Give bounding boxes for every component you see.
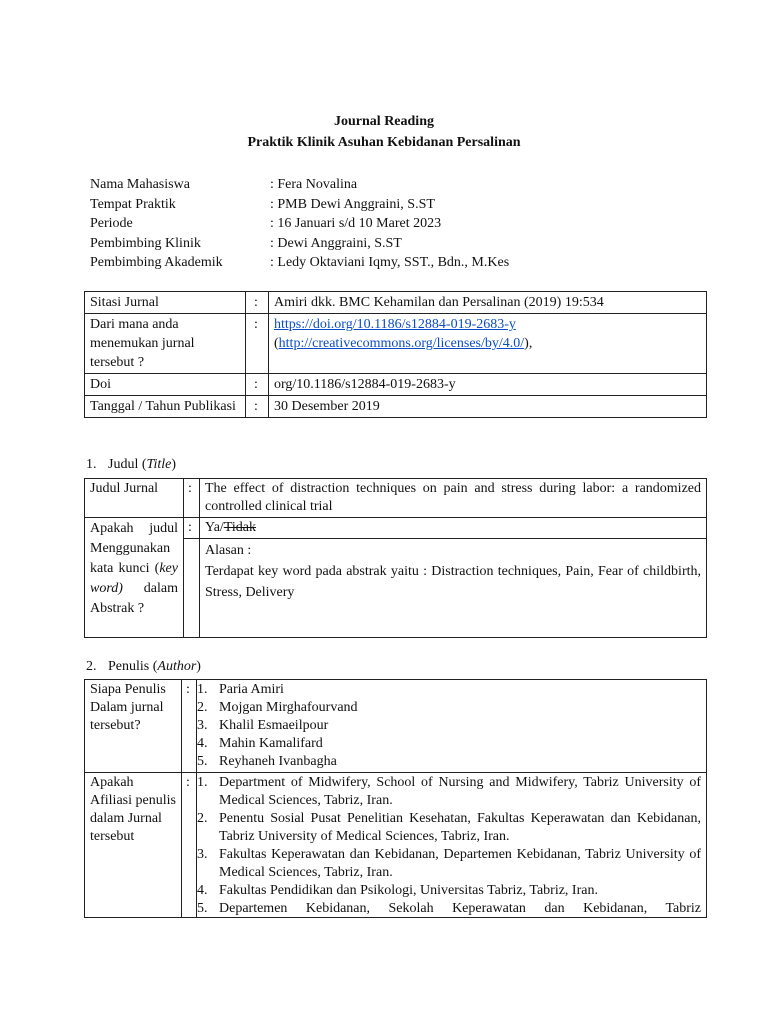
list-item: 3. Fakultas Keperawatan dan Kebidanan, Departemen Kebidanan, Tabriz University of Medical Sciences, Tabriz, Iran. [197,847,701,880]
colon: : [246,396,269,418]
document-title: Journal Reading [334,114,434,129]
table-row [85,314,707,374]
list-item: 5. Departemen Kebidanan, Sekolah Keperawatan dan Kebidanan, Tabriz [197,901,701,916]
author-table [84,679,707,918]
question-italic: key word) [90,561,178,596]
meta-value: org/10.1186/s12884-019-2683-y [269,374,707,396]
info-label: Pembimbing Akademik [90,255,223,270]
colon: : [182,773,197,918]
colon: : [246,292,269,314]
affiliation-list [197,774,701,916]
info-value: : Dewi Anggraini, S.ST [270,235,402,251]
reason-text: Terdapat key word pada abstrak yaitu : Distraction techniques, Pain, Fear of childbirth, Stress, Delivery [205,564,701,600]
list-item: 3. Khalil Esmaeilpour [197,718,329,733]
info-row-academic-supervisor [90,253,509,273]
question-text-end: dalam Abstrak ? [90,581,178,616]
table-row [85,479,707,518]
info-row-period [90,214,509,234]
list-item: 4. Mahin Kamalifard [197,736,323,751]
list-item: 1. Paria Amiri [197,682,284,697]
table-row [85,773,707,918]
info-label: Tempat Praktik [90,196,176,212]
meta-label: Tanggal / Tahun Publikasi [85,396,246,418]
meta-label: Sitasi Jurnal [85,292,246,314]
question-text: Apakah judul Menggunakan kata kunci ( [90,521,178,576]
list-item: 2. Penentu Sosial Pusat Penelitian Kesehatan, Fakultas Keperawatan dan Kebidanan, Tabriz University of Medical Sciences, Tabriz, Iran. [197,811,701,844]
meta-value: Amiri dkk. BMC Kehamilan dan Persalinan (2019) 19:534 [269,292,707,314]
list-item: 5. Reyhaneh Ivanbagha [197,754,337,769]
info-value: : Fera Novalina [270,177,358,192]
info-label: Pembimbing Klinik [90,235,201,251]
section-heading-author [86,659,201,675]
list-item: 1. Department of Midwifery, School of Nursing and Midwifery, Tabriz University of Medical Sciences, Tabriz, Iran. [197,775,701,808]
author-list [197,681,701,771]
section-title-end: ) [196,659,201,674]
doi-link[interactable]: https://doi.org/10.1186/s12884-019-2683-y [274,317,516,332]
judul-value: The effect of distraction techniques on pain and stress during labor: a randomized controlled clinical trial [200,479,707,518]
yes-no-answer [200,518,707,539]
section-title-italic: Author [157,659,197,674]
author-question: Siapa Penulis Dalam jurnal tersebut? [85,680,182,773]
table-row [85,518,707,539]
table-row [85,680,707,773]
paren-close: ), [524,336,533,351]
section-title-end: ) [171,457,177,472]
license-link[interactable]: http://creativecommons.org/licenses/by/4.0/ [278,336,525,351]
list-item: 4. Fakultas Pendidikan dan Psikologi, Universitas Tabriz, Tabriz, Iran. [197,883,598,898]
colon: : [182,680,197,773]
answer-yes: Ya/ [205,520,224,535]
section-title: Penulis ( [108,659,158,674]
empty-cell [184,539,200,638]
info-row-place [90,195,509,215]
table-row [85,396,707,418]
section-title: Judul ( [108,457,147,472]
info-value: : Ledy Oktaviani Iqmy, SST., Bdn., M.Kes [270,255,510,270]
meta-label: Dari mana anda menemukan jurnal tersebut ? [85,314,246,374]
section-title-italic: Title [146,457,172,472]
colon: : [246,314,269,374]
section-heading-title [86,457,176,473]
journal-meta-table [84,291,707,418]
info-row-clinical-supervisor [90,234,509,254]
list-item: 2. Mojgan Mirghafourvand [197,700,358,715]
meta-value: 30 Desember 2019 [269,396,707,418]
colon: : [184,479,200,518]
table-row [85,374,707,396]
reason-label: Alasan : [205,543,252,558]
table-row [85,292,707,314]
info-label: Periode [90,216,133,231]
affiliation-question: Apakah Afiliasi penulis dalam Jurnal tersebut [85,773,182,918]
colon: : [246,374,269,396]
keyword-question [85,518,184,638]
answer-no-struck: Tidak [223,520,256,535]
affiliation-list-cell [197,773,707,918]
colon: : [184,518,200,539]
section-number: 1. [86,457,97,472]
document-subtitle: Praktik Klinik Asuhan Kebidanan Persalinan [247,135,521,150]
section-number: 2. [86,659,97,674]
info-value: : 16 Januari s/d 10 Maret 2023 [270,216,442,231]
info-label: Nama Mahasiswa [90,177,190,192]
meta-label: Doi [85,374,246,396]
info-row-name [90,175,509,195]
judul-label: Judul Jurnal [85,479,184,518]
meta-value [269,314,707,374]
reason-cell [200,539,707,638]
info-value: : PMB Dewi Anggraini, S.ST [270,196,435,212]
paren-open: ( [274,336,279,351]
author-list-cell [197,680,707,773]
student-info [90,175,509,273]
title-table [84,478,707,638]
